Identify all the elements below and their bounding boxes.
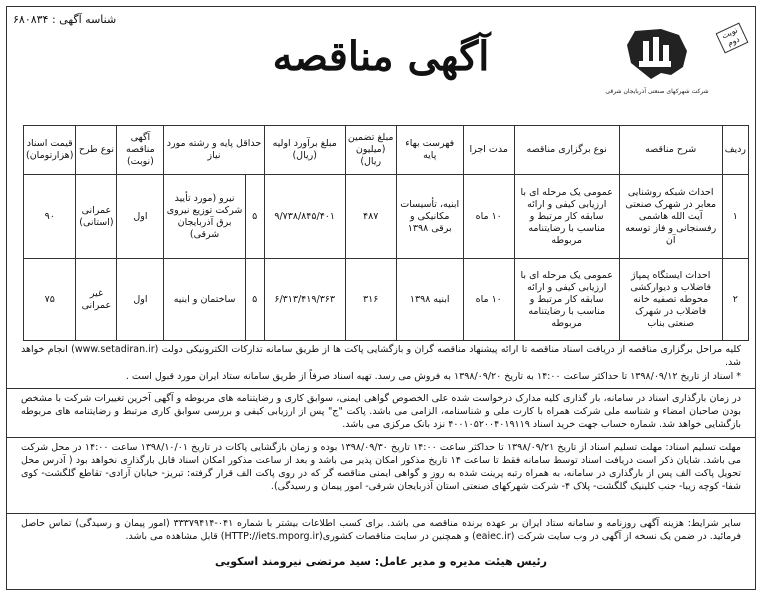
notice-page: [6, 6, 756, 590]
cell-duration: ۱۰ ماه: [463, 259, 514, 341]
cell-type: عمومی یک مرحله ای با ارزیابی کیفی و ارائه سابقه کار مرتبط و مناسب با رضایتنامه مربوطه: [514, 259, 619, 341]
col-desc: شرح مناقصه: [619, 126, 722, 175]
cell-field: ساختمان و ابنیه: [164, 259, 245, 341]
cell-estimate: ۹/۷۳۸/۸۴۵/۴۰۱: [264, 175, 345, 259]
cell-type: عمومی یک مرحله ای با ارزیابی کیفی و ارائه سابقه کار مرتبط و مناسب با رضایتنامه مربوطه: [514, 175, 619, 259]
cell-estimate: ۶/۳۱۳/۴۱۹/۳۶۳: [264, 259, 345, 341]
note-deadline: مهلت تسلیم اسناد: مهلت تسلیم اسناد از تاریخ ۱۳۹۸/۰۹/۲۱ تا حداکثر ساعت ۱۴:۰۰ تاریخ ۱۳۹۸/۰۹/۳۰ بوده و زمان بازگشایی پاکات در تاریخ ۱۳۹۸/۱۰/۰۱ ساعت ۱۴:۰۰ در محل شرکت می باشد. شایان ذکر است دریافت اسناد توسط سامانه فقط تا ساعت ۱۴ تاریخ مذکور امکان پذیر می باشد و بعد از ساعت مذکور امکان اسناد قابل بارگذاری نخواهد بود ( آدرس محل تحویل پاکت الف پس از بارگذاری در سامانه، به همراه رتبه پرینت شده به روز و گواهی ایمنی مناقصه گر که در روی پاکت الف قرار گرفته: تبریز- خیابان آزادی- تقاطع گلگشت- کوی شفا- کوچه زیبا- جنب کلینیک گلگشت- پلاک ۴- شرکت شهرکهای صنعتی استان آذربایجان شرقی- امور پیمان و رسیدگی).: [21, 442, 742, 492]
cell-round: اول: [117, 259, 164, 341]
note-other-terms: سایر شرایط: هزینه آگهی روزنامه و سامانه ستاد ایران بر عهده برنده مناقصه می باشد. برای کسب اطلاعات بیشتر با شماره ۰۴۱-۳۳۳۷۹۴۱۴ (امور پیمان و رسیدگی) تماس حاصل فرمائید. در ضمن یک نسخه از آگهی در وب سایت شرکت (eaiec.ir) و همچنین در سایت مناقصات کشوری(HTTP://iets.mporg.ir) قابل مشاهده می باشد.: [21, 518, 741, 542]
header: [7, 7, 755, 115]
cell-field: نیرو (مورد تأیید شرکت توزیع نیروی برق آذربایجان شرقی): [164, 175, 245, 259]
col-estimate: مبلغ برآورد اولیه (ریال): [264, 126, 345, 175]
note-procedure: کلیه مراحل برگزاری مناقصه از دریافت اسناد مناقصه تا ارائه پیشنهاد مناقصه گران و بازگشایی پاکت ها از طریق سامانه تدارکات الکترونیکی دولت (www.setadiran.ir) انجام خواهد شد.: [21, 344, 741, 368]
cell-plan-type: عمرانی (استانی): [76, 175, 117, 259]
cell-row: ۲: [722, 259, 748, 341]
cell-round: اول: [117, 175, 164, 259]
cell-price-list: ابنیه، تأسیسات مکانیکی و برقی ۱۳۹۸: [396, 175, 463, 259]
col-doc-price: قیمت اسناد (هزارتومان): [24, 126, 76, 175]
cell-grade: ۵: [245, 259, 264, 341]
col-duration: مدت اجرا: [463, 126, 514, 175]
col-type: نوع برگزاری مناقصه: [514, 126, 619, 175]
note-upload: در زمان بارگذاری اسناد در سامانه، بار گذاری کلیه مدارک درخواست شده علی الخصوص گواهی ایمنی، سوابق کاری و رضایتنامه های مربوطه و آگهی آخرین تغییرات شرکت با مشخص بودن صاحبان امضاء و شناسه ملی شرکت همراه با کارت ملی و شناسنامه، الزامی می باشد. پاکت "ج" پس از ارزیابی کیفی و بررسی سوابق کاری مرتبط و رضایتنامه های مربوطه بازگشایی خواهد شد. شماره حساب جهت خرید اسناد ۴۰۰۱۰۵۲۰۰۴۰۱۹۱۱۹ نزد بانک مرکزی می باشد.: [21, 393, 741, 430]
col-guarantee: مبلغ تضمین (میلیون ریال): [345, 126, 396, 175]
logo-caption: شرکت شهرکهای صنعتی آذربایجان شرقی: [605, 88, 709, 95]
col-row: ردیف: [722, 126, 748, 175]
notice-id: شناسه آگهی : ۶۸۰۸۳۴: [13, 13, 117, 26]
cell-row: ۱: [722, 175, 748, 259]
cell-guarantee: ۴۸۷: [345, 175, 396, 259]
note-doc-sale: * اسناد از تاریخ ۱۳۹۸/۰۹/۱۲ تا حداکثر ساعت ۱۴:۰۰ به تاریخ ۱۳۹۸/۰۹/۲۰ به فروش می رسد. تهیه اسناد صرفاً از طریق سامانه ستاد ایران مورد قبول است .: [125, 371, 741, 382]
col-price-list: فهرست بهاء پایه: [396, 126, 463, 175]
tender-table: [23, 125, 749, 341]
divider: [7, 388, 755, 389]
page-title: آگهی مناقصه: [272, 33, 490, 80]
cell-plan-type: غیر عمرانی: [76, 259, 117, 341]
cell-desc: احداث ایستگاه پمپاژ فاضلاب و دیوارکشی محوطه تصفیه خانه فاضلاب در شهرک صنعتی بناب: [619, 259, 722, 341]
cell-doc-price: ۹۰: [24, 175, 76, 259]
col-plan-type: نوع طرح: [76, 126, 117, 175]
col-round: آگهی مناقصه (نوبت): [117, 126, 164, 175]
cell-desc: احداث شبکه روشنایی معابر در شهرک صنعتی آیت الله هاشمی رفسنجانی و فاز توسعه آن: [619, 175, 722, 259]
cell-price-list: ابنیه ۱۳۹۸: [396, 259, 463, 341]
col-grade-field: حداقل پایه و رشته مورد نیاز: [164, 126, 264, 175]
table-header-row: [24, 126, 749, 175]
cell-guarantee: ۳۱۶: [345, 259, 396, 341]
divider: [7, 437, 755, 438]
table-row: [24, 259, 749, 341]
cell-grade: ۵: [245, 175, 264, 259]
cell-duration: ۱۰ ماه: [463, 175, 514, 259]
table-row: [24, 175, 749, 259]
round-stamp: نوبت دوم: [716, 23, 749, 54]
cell-doc-price: ۷۵: [24, 259, 76, 341]
signature: رئیس هیئت مدیره و مدیر عامل: سید مرتضی نیرومند اسکویی: [214, 555, 547, 568]
divider: [7, 513, 755, 514]
